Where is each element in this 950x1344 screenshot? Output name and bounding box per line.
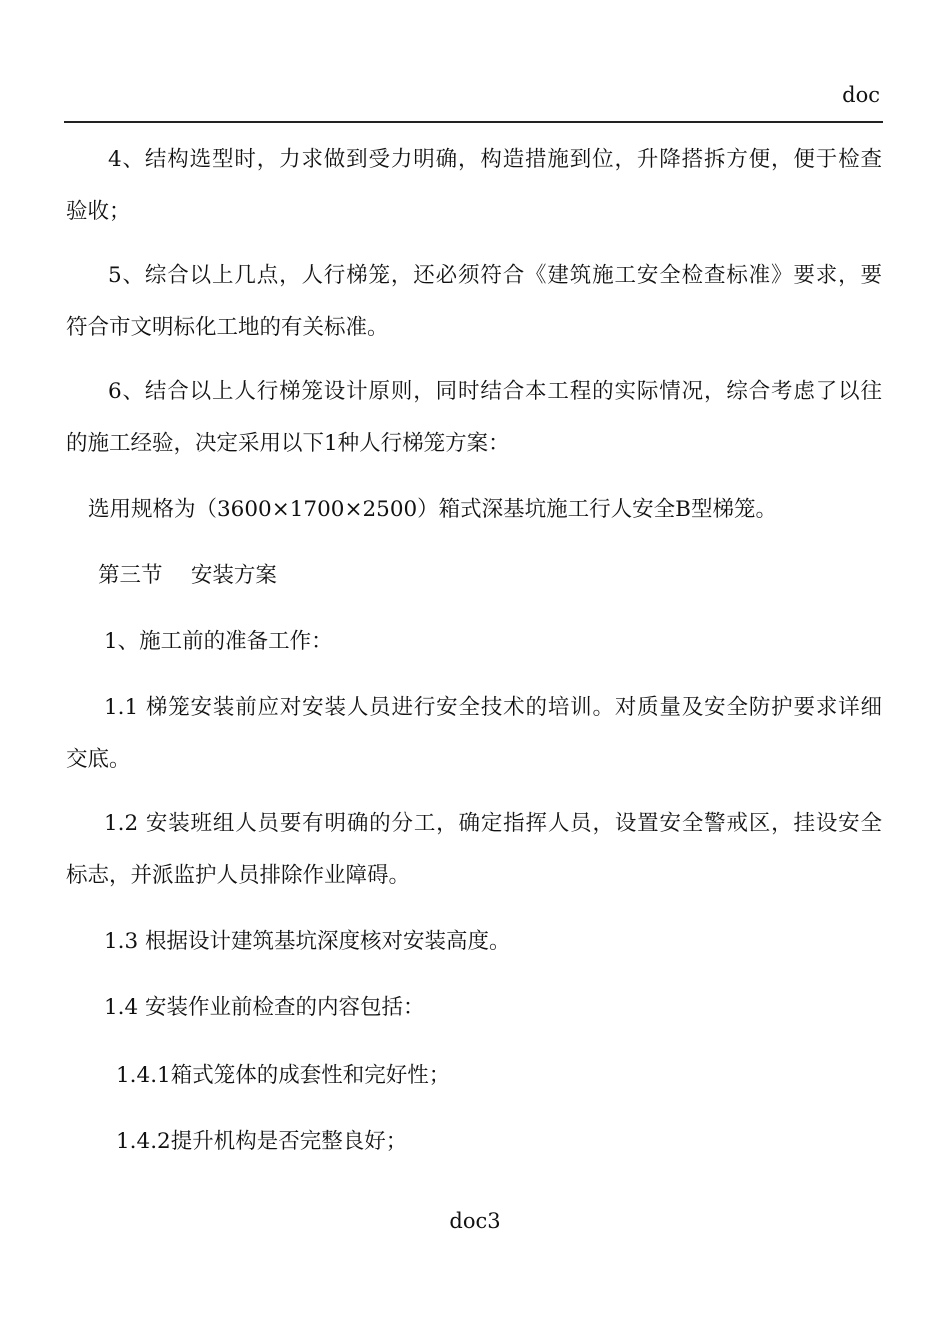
spec-line: 选用规格为（3600×1700×2500）箱式深基坑施工行人安全B型梯笼。 (88, 497, 777, 522)
item-1-1-line-1: 1.1 梯笼安装前应对安装人员进行安全技术的培训。对质量及安全防护要求详细 (104, 695, 882, 720)
paragraph-4-line-1: 4、结构选型时，力求做到受力明确，构造措施到位，升降搭拆方便，便于检查 (108, 147, 882, 172)
item-1-3: 1.3 根据设计建筑基坑深度核对安装高度。 (104, 929, 511, 954)
header-divider (64, 121, 883, 123)
section-title: 第三节 安装方案 (98, 563, 277, 588)
paragraph-5-line-1: 5、综合以上几点，人行梯笼，还必须符合《建筑施工安全检查标准》要求，要 (108, 263, 882, 288)
item-1-4-2: 1.4.2提升机构是否完整良好； (116, 1129, 408, 1154)
paragraph-6-line-2: 的施工经验，决定采用以下1种人行梯笼方案： (66, 431, 510, 456)
item-1-1-line-2: 交底。 (66, 747, 131, 772)
page-header-label: doc (842, 83, 880, 107)
item-1-4: 1.4 安装作业前检查的内容包括： (104, 995, 425, 1020)
paragraph-6-line-1: 6、结合以上人行梯笼设计原则，同时结合本工程的实际情况，综合考虑了以往 (108, 379, 882, 404)
paragraph-5-line-2: 符合市文明标化工地的有关标准。 (66, 315, 389, 340)
item-1-2-line-1: 1.2 安装班组人员要有明确的分工，确定指挥人员，设置安全警戒区，挂设安全 (104, 811, 882, 836)
page-footer-label: doc3 (449, 1209, 501, 1233)
paragraph-4-line-2: 验收； (66, 199, 131, 224)
preparation-heading: 1、施工前的准备工作： (104, 629, 333, 654)
item-1-4-1: 1.4.1箱式笼体的成套性和完好性； (116, 1063, 451, 1088)
item-1-2-line-2: 标志，并派监护人员排除作业障碍。 (66, 863, 411, 888)
